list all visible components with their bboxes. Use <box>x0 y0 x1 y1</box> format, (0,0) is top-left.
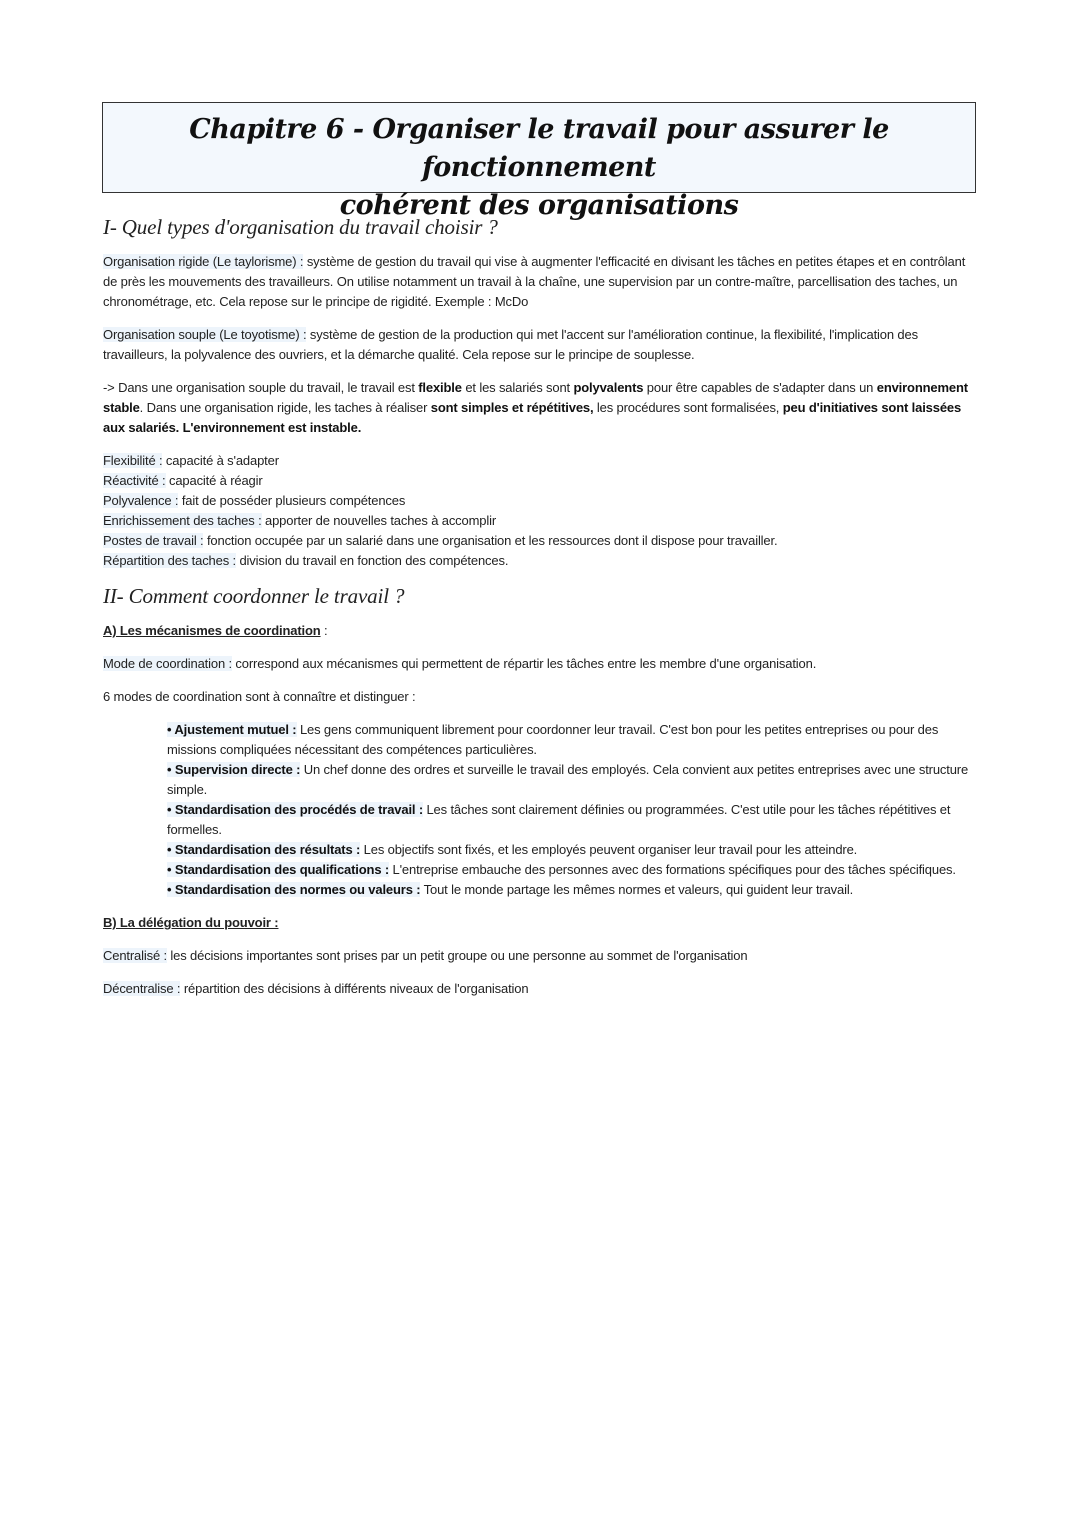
text-segment: L'entreprise embauche des personnes avec des formations spécifiques pour des tâches spécifiques. <box>389 862 956 877</box>
section1-heading: I- Quel types d'organisation du travail choisir ? <box>103 215 498 239</box>
term-label: • Standardisation des qualifications : <box>167 862 390 877</box>
list-item <box>167 840 978 860</box>
paragraph <box>103 979 978 999</box>
paragraph <box>103 946 978 966</box>
text-segment: peu d'initiatives sont laissées aux salariés. L'environnement est instable. <box>103 400 962 435</box>
text-segment: apporter de nouvelles taches à accomplir <box>261 513 497 528</box>
definitions-list <box>103 451 978 571</box>
subsection-b-label: B) La délégation du pouvoir : <box>103 915 279 930</box>
term-label: Postes de travail : <box>103 533 204 548</box>
term-label: • Standardisation des résultats : <box>167 842 361 857</box>
text-segment: les procédures sont formalisées, <box>593 400 783 415</box>
paragraph <box>103 511 978 531</box>
term-label: Organisation rigide (Le taylorisme) : <box>103 254 304 269</box>
text-segment: flexible <box>418 380 462 395</box>
subsection-a-title <box>103 621 978 641</box>
paragraph <box>103 654 978 674</box>
paragraph <box>103 531 978 551</box>
text-segment: 6 modes de coordination sont à connaître et distinguer : <box>103 689 416 704</box>
term-label: Enrichissement des taches : <box>103 513 262 528</box>
paragraph <box>103 491 978 511</box>
text-segment: système de gestion du travail qui vise à augmenter l'efficacité en divisant les tâches en petites étapes et en contrôlant de près les mouvements des travailleurs. On utilise notamment un travail à la chaîne, une supervision par un contre-maître, parcellisation des taches, un chronométrage, etc. Cela repose sur le principe de rigidité. Exemple : McDo <box>103 254 966 309</box>
chapter-title-line2: cohérent des organisations <box>339 190 739 221</box>
list-item <box>167 720 978 760</box>
text-segment: pour être capables de s'adapter dans un <box>643 380 877 395</box>
term-label: Organisation souple (Le toyotisme) : <box>103 327 307 342</box>
chapter-title-box <box>102 102 976 221</box>
paragraph <box>103 252 978 312</box>
paragraph <box>103 687 978 707</box>
term-label: • Ajustement mutuel : <box>167 722 297 737</box>
subsection-a-paragraphs <box>103 654 978 707</box>
text-segment: division du travail en fonction des compétences. <box>235 553 509 568</box>
subsection-b-title <box>103 913 978 933</box>
text-segment: Les objectifs sont fixés, et les employés peuvent organiser leur travail pour les atteindre. <box>360 842 858 857</box>
term-label: Mode de coordination : <box>103 656 232 671</box>
text-segment: et les salariés sont <box>461 380 574 395</box>
text-segment: les décisions importantes sont prises par un petit groupe ou une personne au sommet de l'organisation <box>166 948 748 963</box>
text-segment: système de gestion de la production qui met l'accent sur l'amélioration continue, la flexibilité, l'implication des travailleurs, la polyvalence des ouvriers, et la démarche qualité. Cela repose sur le principe de souplesse. <box>103 327 918 362</box>
term-label: Polyvalence : <box>103 493 179 508</box>
text-segment: environnement stable <box>103 380 968 415</box>
paragraph <box>103 378 978 438</box>
term-label: Décentralise : <box>103 981 181 996</box>
coordination-modes-list <box>103 720 978 900</box>
section2-heading: II- Comment coordonner le travail ? <box>103 584 405 608</box>
text-segment: répartition des décisions à différents niveaux de l'organisation <box>180 981 529 996</box>
subsection-a-label: A) Les mécanismes de coordination <box>103 623 321 638</box>
text-segment: fonction occupée par un salarié dans une organisation et les ressources dont il dispose pour travailler. <box>203 533 778 548</box>
list-item <box>167 880 978 900</box>
section1-paragraphs <box>103 252 978 438</box>
text-segment: Un chef donne des ordres et surveille le travail des employés. Cela convient aux petites entreprises avec une structure simple. <box>167 762 969 797</box>
term-label: Centralisé : <box>103 948 167 963</box>
text-segment: -> Dans une organisation souple du travail, le travail est <box>103 380 419 395</box>
paragraph <box>103 551 978 571</box>
term-label: • Standardisation des normes ou valeurs : <box>167 882 421 897</box>
paragraph <box>103 471 978 491</box>
paragraph <box>103 325 978 365</box>
text-segment: polyvalents <box>573 380 644 395</box>
text-segment: . Dans une organisation rigide, les taches à réaliser <box>139 400 431 415</box>
text-segment: sont simples et répétitives, <box>430 400 594 415</box>
text-segment: Les tâches sont clairement définies ou programmées. C'est utile pour les tâches répétitives et formelles. <box>167 802 951 837</box>
list-item <box>167 760 978 800</box>
term-label: • Standardisation des procédés de travail : <box>167 802 424 817</box>
subsection-a-suffix: : <box>320 623 328 638</box>
text-segment: capacité à réagir <box>165 473 263 488</box>
text-segment: Les gens communiquent librement pour coordonner leur travail. C'est bon pour les petites entreprises ou pour des missions compliquées nécessitant des compétences particulières. <box>167 722 939 757</box>
list-item <box>167 860 978 880</box>
text-segment: fait de posséder plusieurs compétences <box>178 493 406 508</box>
term-label: Réactivité : <box>103 473 166 488</box>
text-segment: Tout le monde partage les mêmes normes et valeurs, qui guident leur travail. <box>420 882 854 897</box>
term-label: Flexibilité : <box>103 453 163 468</box>
chapter-title-line1: Chapitre 6 - Organiser le travail pour assurer le fonctionnement <box>189 114 889 183</box>
term-label: • Supervision directe : <box>167 762 301 777</box>
subsection-b-paragraphs <box>103 946 978 999</box>
text-segment: capacité à s'adapter <box>162 453 279 468</box>
list-item <box>167 800 978 840</box>
term-label: Répartition des taches : <box>103 553 236 568</box>
text-segment: correspond aux mécanismes qui permettent de répartir les tâches entre les membre d'une organisation. <box>231 656 817 671</box>
paragraph <box>103 451 978 471</box>
document-body <box>103 212 978 1012</box>
